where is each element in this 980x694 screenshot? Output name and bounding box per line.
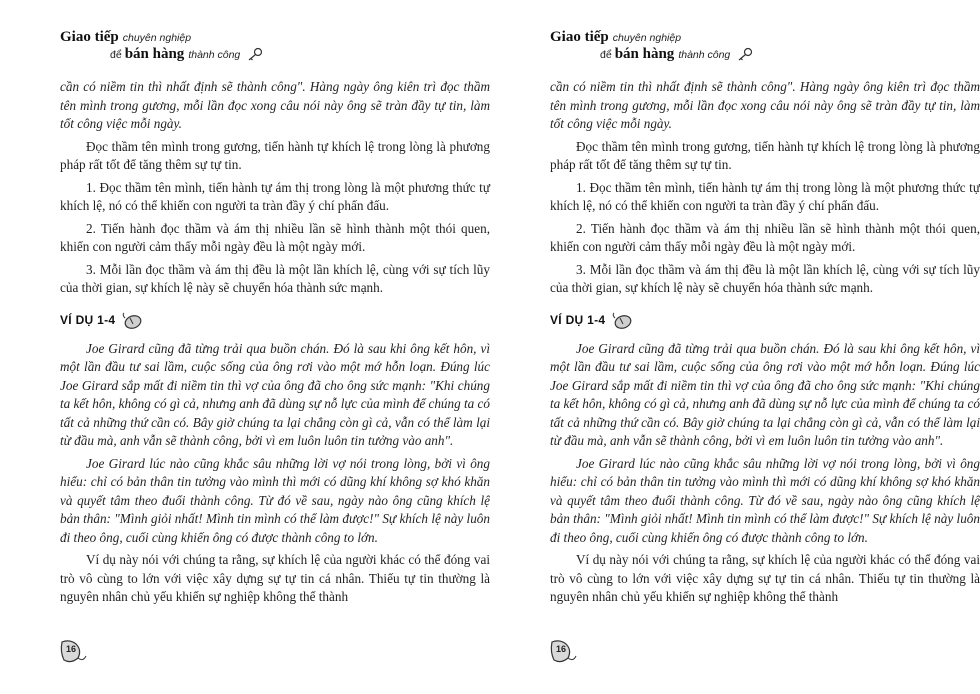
header-title-bold-1: Giao tiếp <box>60 29 119 45</box>
key-icon <box>737 47 753 61</box>
example-label: VÍ DỤ 1-4 <box>60 313 116 328</box>
example-heading <box>550 310 980 332</box>
paragraph: cần có niềm tin thì nhất định sẽ thành công". Hàng ngày ông kiên trì đọc thầm tên mình trong gương, mỗi lần đọc xong câu nói này ông sẽ tràn đầy tự tin, làm tốt công việc mỗi ngày. <box>60 79 490 131</box>
paragraph: Ví dụ này nói với chúng ta rằng, sự khích lệ của người khác có thể đóng vai trò vô cùng to lớn với việc xây dựng sự tự tin cá nhân. Thiếu tự tin thường là nguyên nhân chủ yếu khiến sự nghiệp không thể thành <box>550 552 980 604</box>
list-item: 3. Mỗi lần đọc thầm và ám thị đều là một lần khích lệ, cùng với sự tích lũy của thời gian, sự khích lệ này sẽ chuyển hóa thành sức mạnh. <box>550 261 980 295</box>
list-item: 2. Tiến hành đọc thầm và ám thị nhiều lần sẽ hình thành một thói quen, khiến con người cảm thấy mỗi ngày đều là một ngày mới. <box>60 220 490 254</box>
right-page <box>520 0 980 694</box>
header-title-small-2: để <box>600 49 612 61</box>
header-title-small-1: chuyên nghiệp <box>612 32 682 44</box>
header-title-bold-2: bán hàng <box>124 46 185 62</box>
header-title-small-3: thành công <box>678 49 731 61</box>
page-number-text: 16 <box>65 644 76 654</box>
paragraph: Đọc thầm tên mình trong gương, tiến hành tự khích lệ trong lòng là phương pháp rất tốt để tăng thêm sự tự tin. <box>550 138 980 172</box>
paragraph: Joe Girard lúc nào cũng khắc sâu những lời vợ nói trong lòng, bởi vì ông hiểu: chỉ có bản thân tin tưởng vào mình thì mới có dũng khí không sợ khó khăn và quyết tâm theo đuổi thành công. Từ đó về sau, ngày nào ông cũng khích lệ bản thân: "Mình giỏi nhất! Mình tin mình có thể làm được!" Sự khích lệ này luôn đi theo ông, cuối cùng khiến ông có được thành công to lớn. <box>60 455 490 545</box>
list-item: 2. Tiến hành đọc thầm và ám thị nhiều lần sẽ hình thành một thói quen, khiến con người cảm thấy mỗi ngày đều là một ngày mới. <box>550 220 980 254</box>
header-title-small-3: thành công <box>188 49 241 61</box>
list-item: 1. Đọc thầm tên mình, tiến hành tự ám thị trong lòng là một phương thức tự khích lệ, nó có thể khiến con người ta tràn đầy ý chí phấn đấu. <box>60 179 490 213</box>
body-text <box>550 78 980 611</box>
paragraph: Joe Girard cũng đã từng trải qua buồn chán. Đó là sau khi ông kết hôn, vì một lần đầu tư sai lầm, cuộc sống của ông rơi vào một mớ hỗn loạn. Đúng lúc Joe Girard sắp mất đi niềm tin thì vợ của ông đã cho ông sức mạnh: "Khi chúng ta kết hôn, không có gì cả, nhưng anh đã dùng sự nỗ lực của mình để chúng ta có tất cả những thứ cần có. Bây giờ chúng ta lại chẳng còn gì cả, vẫn có thể làm lại từ đầu mà, anh vẫn sẽ thành công, bởi vì em luôn luôn tin tưởng vào anh". <box>60 340 490 448</box>
mouse-icon <box>121 312 143 330</box>
paragraph: cần có niềm tin thì nhất định sẽ thành công". Hàng ngày ông kiên trì đọc thầm tên mình trong gương, mỗi lần đọc xong câu nói này ông sẽ tràn đầy tự tin, làm tốt công việc mỗi ngày. <box>550 79 980 131</box>
paragraph: Đọc thầm tên mình trong gương, tiến hành tự khích lệ trong lòng là phương pháp rất tốt để tăng thêm sự tự tin. <box>60 138 490 172</box>
running-header <box>550 28 850 72</box>
left-page <box>30 0 492 694</box>
header-title-small-2: để <box>110 49 122 61</box>
header-title-bold-1: Giao tiếp <box>550 29 609 45</box>
example-label: VÍ DỤ 1-4 <box>550 313 606 328</box>
list-item: 1. Đọc thầm tên mình, tiến hành tự ám thị trong lòng là một phương thức tự khích lệ, nó có thể khiến con người ta tràn đầy ý chí phấn đấu. <box>550 179 980 213</box>
paragraph: Joe Girard cũng đã từng trải qua buồn chán. Đó là sau khi ông kết hôn, vì một lần đầu tư sai lầm, cuộc sống của ông rơi vào một mớ hỗn loạn. Đúng lúc Joe Girard sắp mất đi niềm tin thì vợ của ông đã cho ông sức mạnh: "Khi chúng ta kết hôn, không có gì cả, nhưng anh đã dùng sự nỗ lực của mình để chúng ta có tất cả những thứ cần có. Bây giờ chúng ta lại chẳng còn gì cả, vẫn có thể làm lại từ đầu mà, anh vẫn sẽ thành công, bởi vì em luôn luôn tin tưởng vào anh". <box>550 340 980 448</box>
header-title-small-1: chuyên nghiệp <box>122 32 192 44</box>
example-heading <box>60 310 490 332</box>
paragraph: Ví dụ này nói với chúng ta rằng, sự khích lệ của người khác có thể đóng vai trò vô cùng to lớn với việc xây dựng sự tự tin cá nhân. Thiếu tự tin thường là nguyên nhân chủ yếu khiến sự nghiệp không thể thành <box>60 552 490 604</box>
mouse-icon <box>611 312 633 330</box>
paragraph: Joe Girard lúc nào cũng khắc sâu những lời vợ nói trong lòng, bởi vì ông hiểu: chỉ có bản thân tin tưởng vào mình thì mới có dũng khí không sợ khó khăn và quyết tâm theo đuổi thành công. Từ đó về sau, ngày nào ông cũng khích lệ bản thân: "Mình giỏi nhất! Mình tin mình có thể làm được!" Sự khích lệ này luôn đi theo ông, cuối cùng khiến ông có được thành công to lớn. <box>550 455 980 545</box>
running-header <box>60 28 360 72</box>
list-item: 3. Mỗi lần đọc thầm và ám thị đều là một lần khích lệ, cùng với sự tích lũy của thời gian, sự khích lệ này sẽ chuyển hóa thành sức mạnh. <box>60 261 490 295</box>
page-number <box>548 636 578 666</box>
header-title-bold-2: bán hàng <box>614 46 675 62</box>
body-text <box>60 78 490 611</box>
key-icon <box>247 47 263 61</box>
page-number-text: 16 <box>555 644 566 654</box>
page-number <box>58 636 88 666</box>
